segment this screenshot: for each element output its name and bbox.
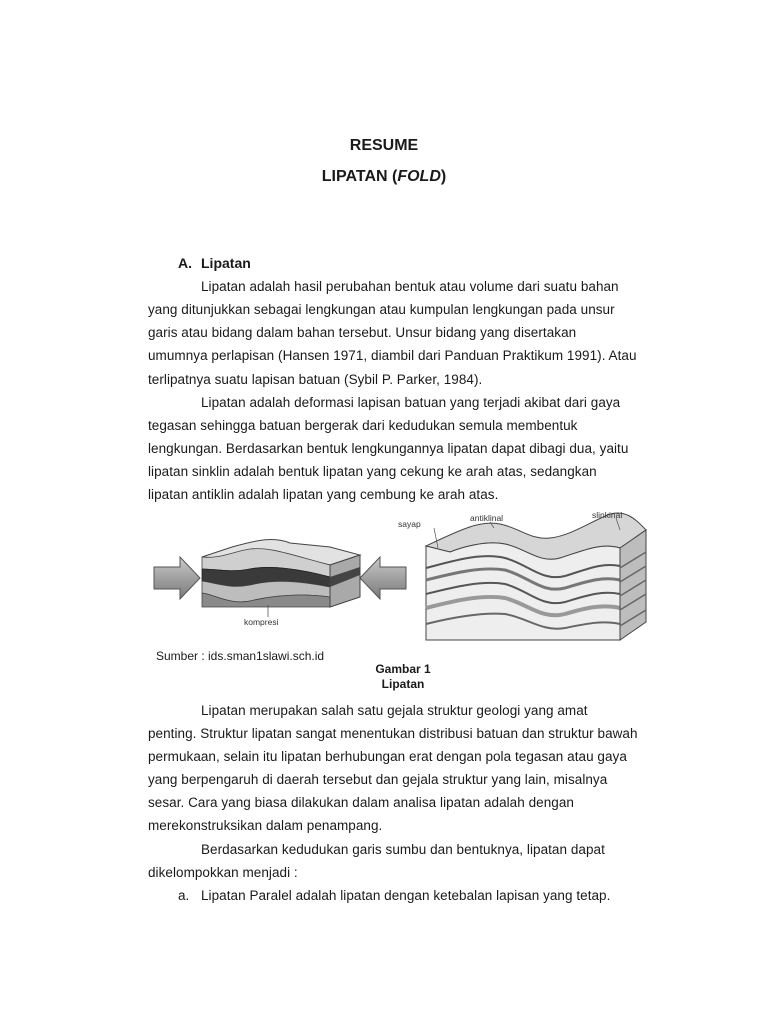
paragraph-line: dikelompokkan menjadi : bbox=[148, 865, 298, 880]
paragraph-line: Lipatan adalah deformasi lapisan batuan yang terjadi akibat dari gaya bbox=[201, 395, 621, 410]
paragraph-line: merekonstruksikan dalam penampang. bbox=[148, 818, 383, 833]
paragraph-line: permukaan, selain itu lipatan berhubungan erat dengan pola tegasan atau gaya bbox=[148, 749, 627, 764]
section-marker: A. bbox=[178, 255, 192, 271]
figure-caption-number: Gambar 1 bbox=[375, 662, 431, 676]
paragraph-line: yang berpengaruh di daerah tersebut dan gejala struktur yang lain, misalnya bbox=[148, 772, 608, 787]
label-slinkinal: slinkinal bbox=[592, 510, 623, 520]
compression-fold-illustration bbox=[150, 525, 410, 640]
paragraph-line: tegasan sehingga batuan bergerak dari kedudukan semula membentuk bbox=[148, 418, 578, 433]
paragraph-line: yang ditunjukkan sebagai lengkungan atau kumpulan lengkungan pada unsur bbox=[148, 302, 615, 317]
list-marker: a. bbox=[178, 888, 190, 903]
list-item: Lipatan Paralel adalah lipatan dengan ketebalan lapisan yang tetap. bbox=[201, 888, 611, 903]
section-heading: Lipatan bbox=[201, 255, 251, 271]
document-title: RESUME bbox=[349, 137, 419, 154]
label-sayap: sayap bbox=[398, 519, 421, 529]
document-subtitle: LIPATAN (FOLD) bbox=[321, 168, 447, 185]
paragraph-line: sesar. Cara yang biasa dilakukan dalam analisa lipatan adalah dengan bbox=[148, 795, 574, 810]
paragraph-line: terlipatnya suatu lapisan batuan (Sybil P. Parker, 1984). bbox=[148, 372, 483, 387]
paragraph-line: Lipatan merupakan salah satu gejala struktur geologi yang amat bbox=[201, 703, 588, 718]
figure-caption-title: Lipatan bbox=[381, 677, 425, 691]
anticline-syncline-illustration bbox=[420, 508, 652, 648]
figure-source: Sumber : ids.sman1slawi.sch.id bbox=[156, 649, 325, 663]
paragraph-line: umumnya perlapisan (Hansen 1971, diambil dari Panduan Praktikum 1991). Atau bbox=[148, 348, 637, 363]
paragraph-line: lengkungan. Berdasarkan bentuk lengkungannya lipatan dapat dibagi dua, yaitu bbox=[148, 441, 629, 456]
paragraph-line: Berdasarkan kedudukan garis sumbu dan bentuknya, lipatan dapat bbox=[201, 842, 605, 857]
paragraph-line: Lipatan adalah hasil perubahan bentuk atau volume dari suatu bahan bbox=[201, 279, 619, 294]
label-antiklinal: antiklinal bbox=[470, 513, 504, 523]
paragraph-line: lipatan antiklin adalah lipatan yang cembung ke arah atas. bbox=[148, 487, 499, 502]
paragraph-line: garis atau bidang dalam bahan tersebut. Unsur bidang yang disertakan bbox=[148, 325, 577, 340]
label-kompresi: kompresi bbox=[244, 617, 279, 627]
paragraph-line: penting. Struktur lipatan sangat menentukan distribusi batuan dan struktur bawah bbox=[148, 726, 638, 741]
paragraph-line: lipatan sinklin adalah bentuk lipatan yang cekung ke arah atas, sedangkan bbox=[148, 464, 597, 479]
